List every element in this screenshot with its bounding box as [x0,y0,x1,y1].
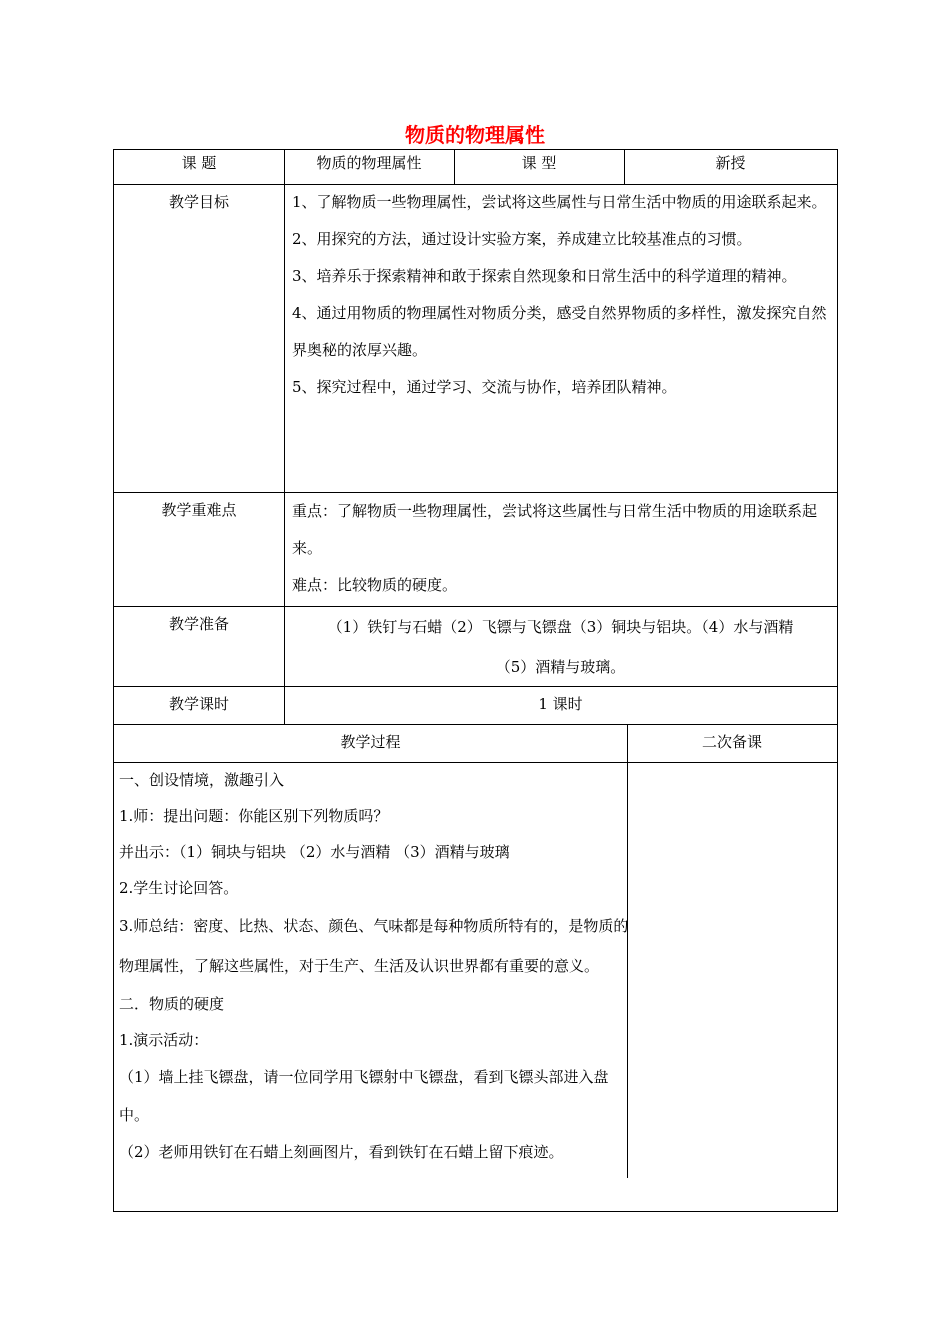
key-points-label: 教学重难点 [161,501,237,519]
process-line: 1.师：提出问题：你能区别下列物质吗？ [119,807,389,825]
preparation-label: 教学准备 [168,615,229,633]
preparation-content [284,607,837,687]
type-value: 新授 [715,154,746,172]
process-line: （2）老师用铁钉在石蜡上刻画图片，看到铁钉在石蜡上留下痕迹。 [119,1143,564,1161]
process-line: （1）墙上挂飞镖盘，请一位同学用飞镖射中飞镖盘，看到飞镖头部进入盘中。 [119,1068,609,1124]
key-point: 重点：了解物质一些物理属性，尝试将这些属性与日常生活中物质的用途联系起来。 [292,502,818,557]
process-label: 教学过程 [340,733,401,751]
second-prep-label: 二次备课 [701,733,762,751]
topic-label: 课 题 [181,154,217,172]
process-line: 2.学生讨论回答。 [119,879,239,897]
objective-item: 1、了解物质一些物理属性，尝试将这些属性与日常生活中物质的用途联系起来。 [292,193,827,211]
preparation-line: （5）酒精与玻璃。 [495,658,626,676]
process-content [119,762,629,1170]
process-line: 1.演示活动： [119,1031,209,1049]
topic-value: 物质的物理属性 [316,154,422,172]
preparation-line: （1）铁钉与石蜡（2）飞镖与飞镖盘（3）铜块与铝块。（4）水与酒精 [327,618,794,636]
objective-item: 3、培养乐于探索精神和敢于探索自然现象和日常生活中的科学道理的精神。 [292,267,797,285]
document-title: 物质的物理属性 [405,123,545,147]
objective-item: 2、用探究的方法，通过设计实验方案，养成建立比较基准点的习惯。 [292,230,752,248]
objectives-row [114,185,837,493]
key-points-row [114,493,837,607]
process-header-row [114,725,837,763]
difficult-point: 难点：比较物质的硬度。 [292,576,458,594]
key-points-content [292,493,831,604]
objective-item: 4、通过用物质的物理属性对物质分类，感受自然界物质的多样性，激发探究自然界奥秘的浓厚兴趣。 [292,304,827,359]
lesson-plan-table [113,149,838,1212]
process-line: 并出示：（1）铜块与铝块 （2）水与酒精 （3）酒精与玻璃 [119,843,510,861]
type-label: 课 型 [521,154,557,172]
process-line: 一、创设情境，激趣引入 [119,771,285,789]
hours-label: 教学课时 [168,695,229,713]
hours-row [114,687,837,725]
preparation-row [114,607,837,687]
header-row [114,150,837,185]
objectives-list [292,184,831,406]
process-line: 二．物质的硬度 [119,995,225,1013]
objective-item: 5、探究过程中，通过学习、交流与协作，培养团队精神。 [292,378,677,396]
process-line: 3.师总结：密度、比热、状态、颜色、气味都是每种物质所特有的，是物质的物理属性，了解这些属性，对于生产、生活及认识世界都有重要的意义。 [119,917,629,975]
objectives-label: 教学目标 [168,193,229,211]
hours-value: 1 课时 [538,695,583,713]
